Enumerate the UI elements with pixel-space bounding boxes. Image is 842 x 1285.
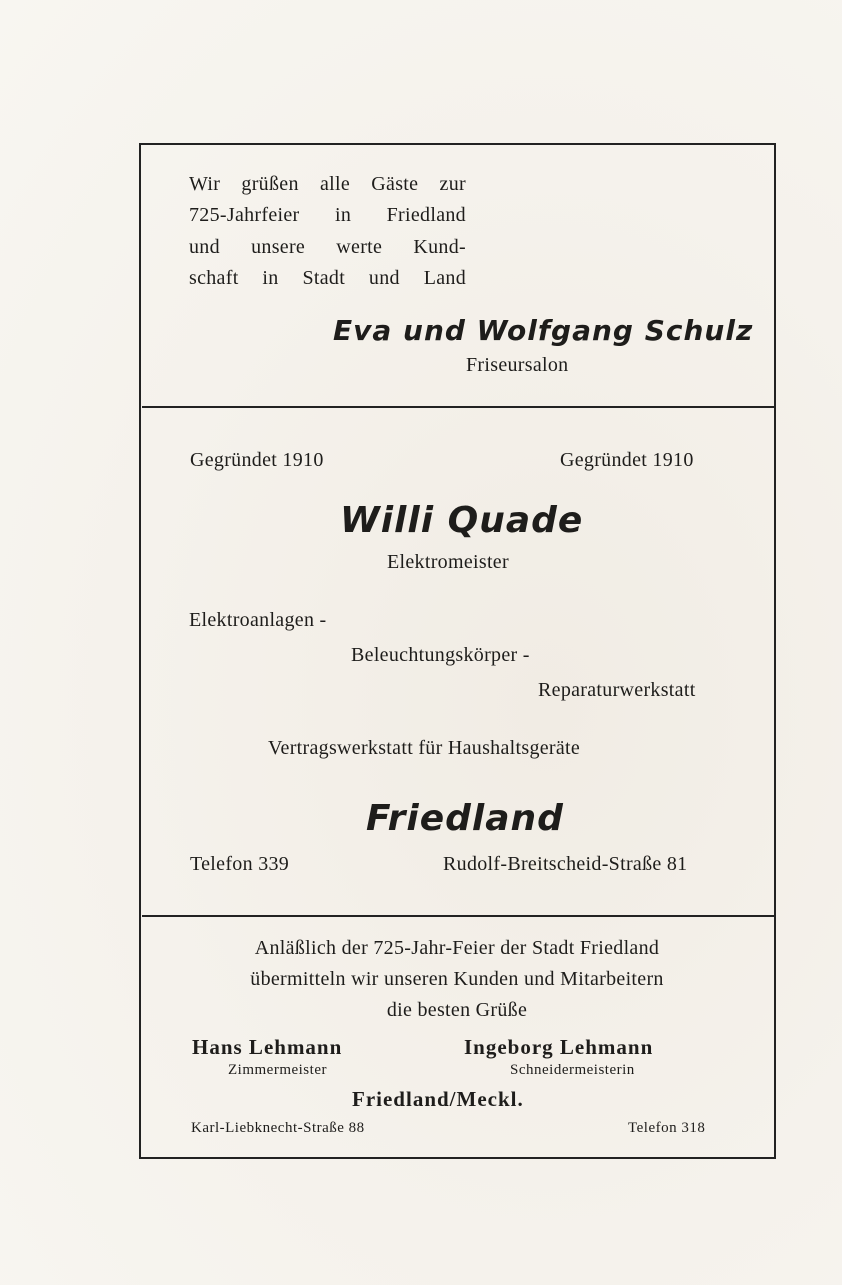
ad3-line-2: übermitteln wir unseren Kunden und Mitarbeitern	[250, 968, 664, 990]
ad1-name: Eva und Wolfgang Schulz	[333, 314, 754, 347]
ad2-founded-left: Gegründet 1910	[190, 449, 324, 471]
ad3-role-right: Schneidermeisterin	[510, 1062, 635, 1078]
ad1-line-1: Wir grüßen alle Gäste zur	[189, 173, 466, 195]
ad3-town: Friedland/Meckl.	[352, 1087, 524, 1111]
ad2-founded-right: Gegründet 1910	[560, 449, 694, 471]
ad3-person-left: Hans Lehmann	[192, 1035, 343, 1059]
ad2-name: Willi Quade	[340, 500, 584, 541]
ad3-phone: Telefon 318	[628, 1120, 706, 1136]
divider-2	[142, 915, 774, 917]
ad2-contract: Vertragswerkstatt für Haushaltsgeräte	[268, 737, 581, 759]
ad3-address: Karl-Liebknecht-Straße 88	[191, 1120, 365, 1136]
ad1-line-4: schaft in Stadt und Land	[189, 267, 466, 289]
ad2-town: Friedland	[366, 798, 564, 839]
ad1-line-2: 725-Jahrfeier in Friedland	[189, 204, 466, 226]
ad2-service-2: Beleuchtungskörper -	[351, 644, 530, 666]
ad2-service-3: Reparaturwerkstatt	[538, 679, 696, 701]
ad2-title: Elektromeister	[387, 551, 509, 573]
ad3-line-1: Anläßlich der 725-Jahr-Feier der Stadt Friedland	[254, 937, 660, 959]
ad3-person-right: Ingeborg Lehmann	[464, 1035, 654, 1059]
ad3-role-left: Zimmermeister	[228, 1062, 327, 1078]
ad2-phone: Telefon 339	[190, 853, 290, 875]
ad2-address: Rudolf-Breitscheid-Straße 81	[443, 853, 688, 875]
divider-1	[142, 406, 774, 408]
ad1-line-3: und unsere werte Kund-	[189, 236, 466, 258]
ad2-service-1: Elektroanlagen -	[189, 609, 327, 631]
ad3-line-3: die besten Grüße	[386, 999, 528, 1021]
ad1-business: Friseursalon	[466, 354, 569, 376]
